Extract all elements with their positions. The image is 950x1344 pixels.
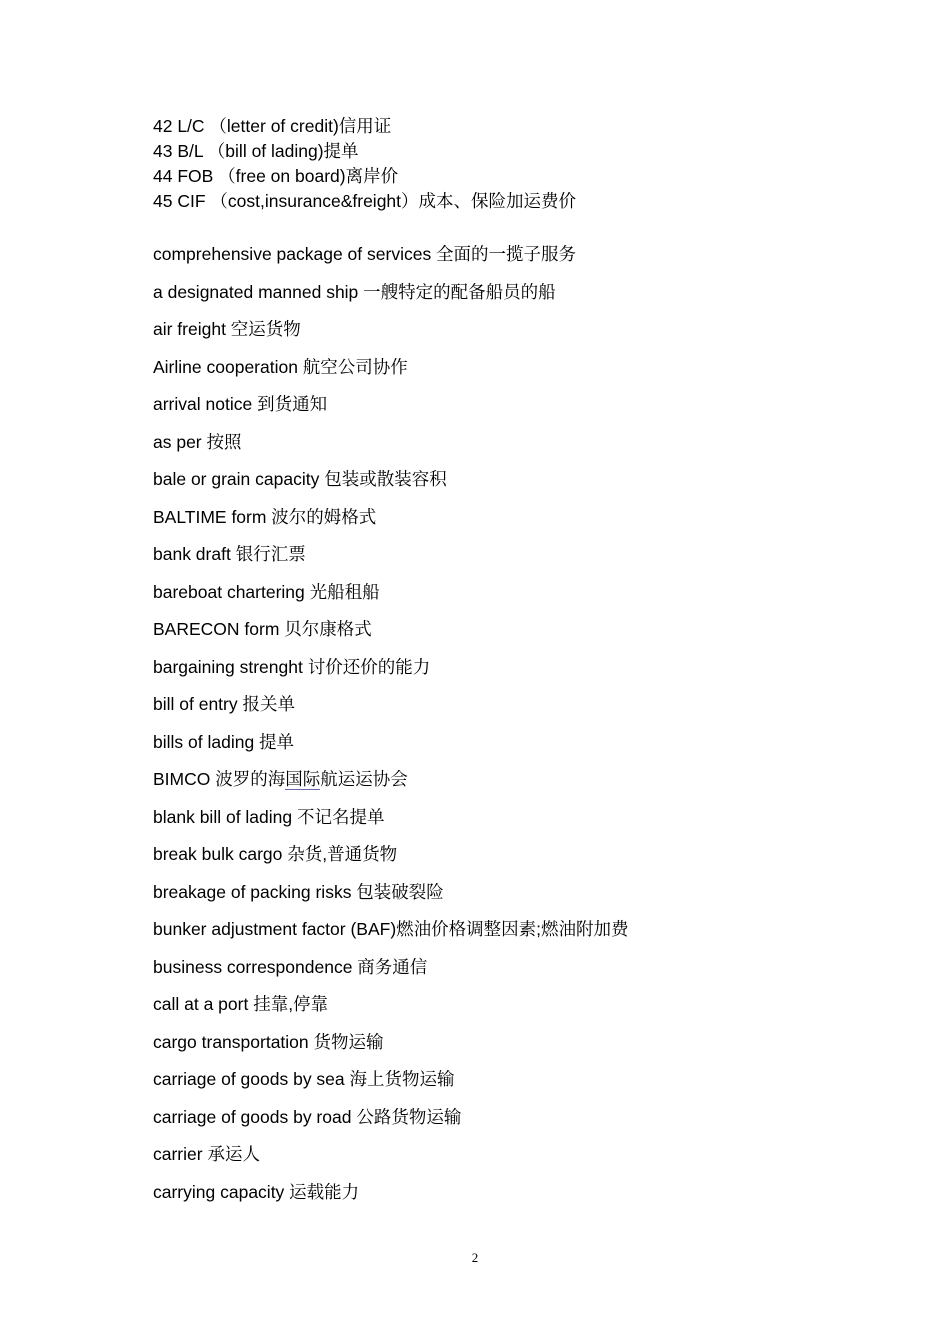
- glossary-entry: Airline cooperation 航空公司协作: [153, 356, 408, 377]
- page-number: 2: [471, 1250, 479, 1265]
- glossary-entry: comprehensive package of services 全面的一揽子服务: [153, 244, 577, 264]
- numbered-item-43: 43 B/L （bill of lading)提单: [153, 141, 359, 161]
- numbered-item-42: 42 L/C （letter of credit)信用证: [153, 116, 392, 136]
- glossary-entry: carriage of goods by road 公路货物运输: [153, 1106, 462, 1127]
- glossary-entry: blank bill of lading 不记名提单: [153, 806, 385, 827]
- glossary-entry: BARECON form 贝尔康格式: [153, 619, 372, 639]
- glossary-entry: carriage of goods by sea 海上货物运输: [153, 1069, 455, 1089]
- glossary-entry: bareboat chartering 光船租船: [153, 581, 380, 602]
- glossary-entry: bills of lading 提单: [153, 731, 295, 752]
- glossary-entry: break bulk cargo 杂货,普通货物: [153, 844, 398, 864]
- glossary-list: [153, 240, 873, 1215]
- bimco-underlined-text: 国际: [285, 769, 321, 789]
- glossary-entry: bargaining strenght 讨价还价的能力: [153, 656, 431, 677]
- numbered-item-45: 45 CIF （cost,insurance&freight）成本、保险加运费价: [153, 191, 577, 211]
- glossary-entry: bank draft 银行汇票: [153, 544, 306, 564]
- bimco-text-after: 航运运协会: [320, 769, 408, 789]
- glossary-entry: air freight 空运货物: [153, 319, 301, 339]
- glossary-entry: bill of entry 报关单: [153, 694, 295, 714]
- glossary-entry: a designated manned ship 一艘特定的配备船员的船: [153, 281, 556, 302]
- numbered-item-44: 44 FOB （free on board)离岸价: [153, 166, 399, 186]
- glossary-entry: cargo transportation 货物运输: [153, 1031, 384, 1052]
- glossary-entry: BALTIME form 波尔的姆格式: [153, 506, 377, 527]
- glossary-entry: bale or grain capacity 包装或散装容积: [153, 469, 447, 489]
- glossary-entry: bunker adjustment factor (BAF)燃油价格调整因素;燃油附加费: [153, 919, 629, 939]
- glossary-entry: carrying capacity 运载能力: [153, 1181, 360, 1202]
- glossary-entry: call at a port 挂靠,停靠: [153, 994, 329, 1014]
- glossary-entry: arrival notice 到货通知: [153, 394, 328, 414]
- glossary-entry-bimco: [153, 765, 873, 803]
- glossary-entry: business correspondence 商务通信: [153, 956, 428, 977]
- glossary-entry: carrier 承运人: [153, 1144, 260, 1164]
- glossary-entry: breakage of packing risks 包装破裂险: [153, 881, 444, 902]
- bimco-text-before: BIMCO 波罗的海: [153, 769, 286, 789]
- numbered-list: [153, 114, 853, 214]
- glossary-entry: as per 按照: [153, 431, 242, 452]
